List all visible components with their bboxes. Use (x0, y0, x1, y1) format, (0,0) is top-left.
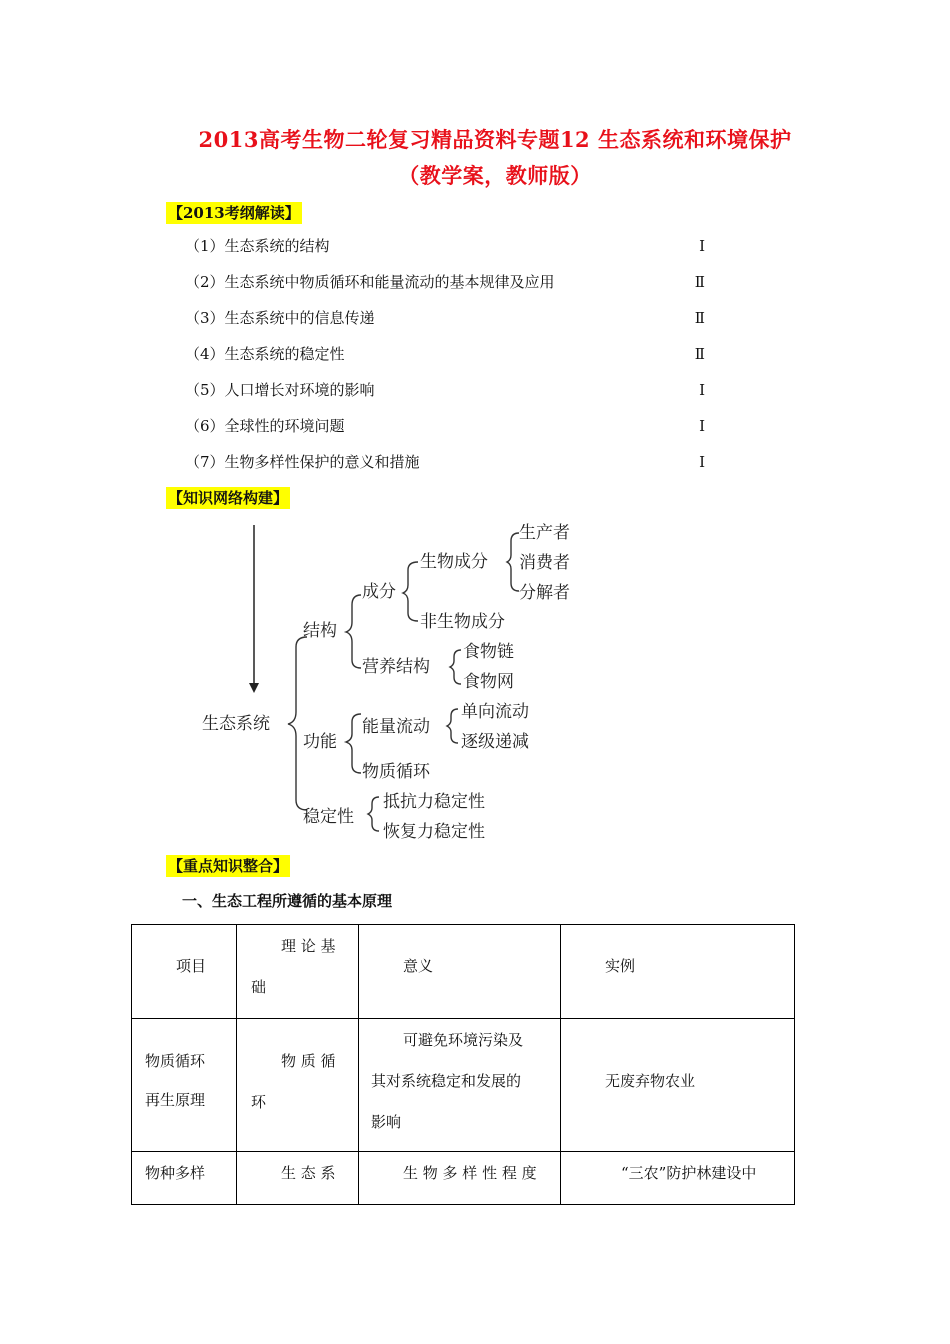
section-syllabus: 【2013考纲解读】 (168, 204, 300, 222)
node-stability: 稳定性 (303, 807, 354, 827)
section-key-points: 【重点知识整合】 (168, 857, 289, 875)
node-consumers: 消费者 (519, 553, 570, 573)
syllabus-item-level: Ⅰ (699, 381, 705, 399)
header-theory-line1: 理 论 基 (281, 937, 336, 955)
node-food-chain: 食物链 (463, 642, 514, 662)
node-trophic: 营养结构 (362, 657, 430, 677)
node-function: 功能 (303, 732, 337, 752)
table-cell (237, 1152, 359, 1205)
brace-trophic (450, 650, 461, 684)
brace-energy (447, 709, 458, 743)
table-cell (561, 1152, 795, 1205)
knowledge-tree (190, 515, 630, 850)
row1-example: 无废弃物农业 (605, 1072, 696, 1090)
arrow-head (249, 683, 259, 693)
syllabus-item-level: Ⅱ (694, 273, 705, 291)
brace-function (346, 714, 361, 773)
row1-meaning-line3: 影响 (371, 1113, 402, 1131)
brace-root (288, 637, 307, 810)
node-resistance: 抵抗力稳定性 (383, 792, 485, 812)
syllabus-item-level: Ⅱ (694, 309, 705, 327)
table-cell (359, 925, 561, 1019)
document-title: 2013高考生物二轮复习精品资料专题12 生态系统和环境保护 (198, 127, 792, 152)
syllabus-item-text: （6）全球性的环境问题 (185, 417, 345, 435)
syllabus-item-text: （7）生物多样性保护的意义和措施 (185, 453, 420, 471)
row1-theory-line1: 物 质 循 (281, 1052, 336, 1070)
syllabus-item-level: Ⅱ (694, 345, 705, 363)
table-cell (237, 925, 359, 1019)
brace-stability (368, 797, 379, 831)
node-abiotic: 非生物成分 (420, 612, 505, 632)
header-project: 项目 (176, 957, 207, 975)
syllabus-item-level: Ⅰ (699, 417, 705, 435)
table-row (132, 1152, 795, 1205)
node-components: 成分 (362, 582, 396, 602)
syllabus-item-text: （3）生态系统中的信息传递 (185, 309, 375, 327)
section-network: 【知识网络构建】 (168, 489, 289, 507)
syllabus-item-text: （1）生态系统的结构 (185, 237, 330, 255)
header-theory-line2: 础 (251, 978, 267, 996)
syllabus-item-level: Ⅰ (699, 237, 705, 255)
row2-meaning: 生 物 多 样 性 程 度 (403, 1164, 537, 1182)
row1-project-line2: 再生原理 (145, 1091, 206, 1109)
table-header-row (132, 925, 795, 1019)
node-decomposers: 分解者 (519, 583, 570, 603)
row1-theory-line2: 环 (251, 1093, 267, 1111)
row2-example: “三农”防护林建设中 (621, 1164, 757, 1182)
table-cell (359, 1019, 561, 1152)
table-cell (132, 1152, 237, 1205)
row2-theory: 生 态 系 (281, 1164, 336, 1182)
syllabus-item-text: （5）人口增长对环境的影响 (185, 381, 375, 399)
syllabus-item-text: （4）生态系统的稳定性 (185, 345, 345, 363)
node-resilience: 恢复力稳定性 (383, 822, 485, 842)
table-cell (132, 925, 237, 1019)
header-meaning: 意义 (403, 957, 434, 975)
row1-project-line1: 物质循环 (145, 1052, 206, 1070)
brace-biotic (507, 533, 519, 591)
node-structure: 结构 (303, 621, 337, 641)
table-cell (237, 1019, 359, 1152)
principles-table (131, 924, 795, 1205)
brace-components (403, 562, 418, 621)
node-energy-flow: 能量流动 (362, 717, 430, 737)
subheading: 一、生态工程所遵循的基本原理 (182, 892, 393, 910)
node-decreasing: 逐级递减 (461, 732, 529, 752)
knowledge-network-diagram (190, 515, 630, 850)
node-one-way: 单向流动 (461, 702, 529, 722)
table-cell (359, 1152, 561, 1205)
node-matter-cycle: 物质循环 (362, 762, 430, 782)
table-row (132, 1019, 795, 1152)
row1-meaning-line1: 可避免环境污染及 (403, 1031, 524, 1049)
row1-meaning-line2: 其对系统稳定和发展的 (371, 1072, 522, 1090)
node-food-web: 食物网 (463, 672, 514, 692)
table-cell (561, 925, 795, 1019)
table-cell (132, 1019, 237, 1152)
document-subtitle: （教学案，教师版） (398, 163, 592, 188)
row2-project: 物种多样 (145, 1164, 206, 1182)
header-example: 实例 (605, 957, 636, 975)
node-root: 生态系统 (202, 714, 270, 734)
node-producers: 生产者 (519, 523, 570, 543)
syllabus-item-level: Ⅰ (699, 453, 705, 471)
table-cell (561, 1019, 795, 1152)
brace-structure (346, 595, 361, 668)
node-biotic: 生物成分 (420, 552, 488, 572)
syllabus-item-text: （2）生态系统中物质循环和能量流动的基本规律及应用 (185, 273, 555, 291)
